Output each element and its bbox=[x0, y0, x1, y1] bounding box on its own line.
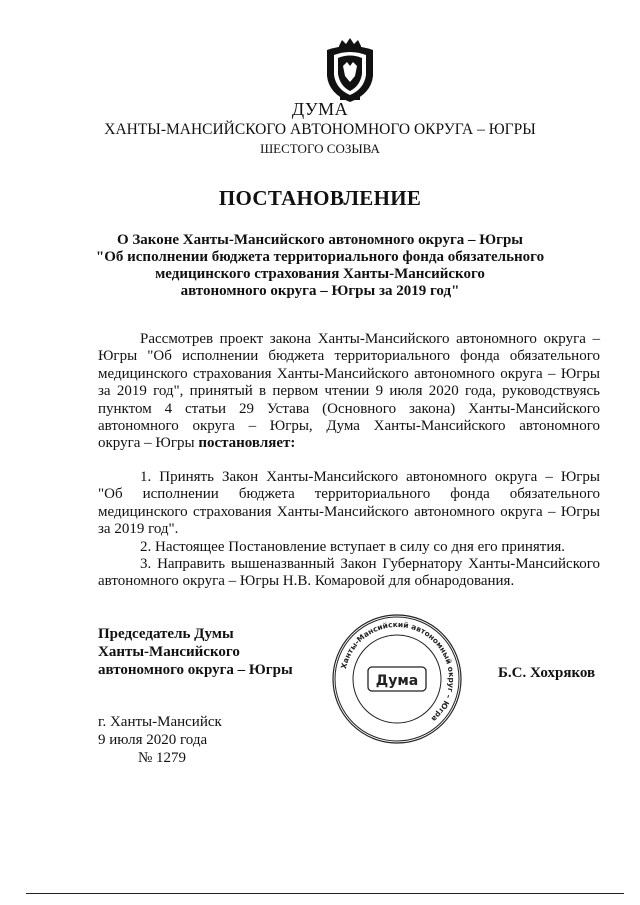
preamble-last-line bbox=[98, 435, 600, 452]
place-and-date bbox=[98, 713, 222, 767]
item-line: за 2019 год". bbox=[98, 521, 179, 538]
subject-line: О Законе Ханты-Мансийского автономного округа – Югры bbox=[116, 232, 524, 248]
preamble-line: за 2019 год", принятый в первом чтении 9 июля 2020 года, руководствуясь bbox=[98, 383, 600, 400]
resolution-items bbox=[98, 469, 600, 591]
preamble-line: округа – Югры bbox=[98, 435, 199, 452]
item-line: автономного округа – Югры Н.В. Комаровой для обнародования. bbox=[98, 573, 515, 590]
item-line: медицинского страхования Ханты-Мансийского автономного округа – Югры bbox=[98, 503, 600, 520]
item-line: 1. Принять Закон Ханты-Мансийского автономного округа – Югры bbox=[140, 469, 600, 485]
subject-line: "Об исполнении бюджета территориального фонда обязательного bbox=[95, 249, 545, 265]
signatory-position bbox=[98, 625, 293, 679]
document-number: № 1279 bbox=[138, 750, 187, 766]
resolves-keyword: постановляет: bbox=[198, 435, 296, 452]
preamble-line: Югры "Об исполнении бюджета территориального фонда обязательного bbox=[98, 348, 600, 365]
subject-line: медицинского страхования Ханты-Мансийского bbox=[155, 266, 485, 282]
item-line: 3. Направить вышеназванный Закон Губернатору Ханты-Мансийского bbox=[140, 555, 600, 572]
position-line: Ханты-Мансийского bbox=[98, 644, 240, 660]
official-seal-stamp bbox=[330, 612, 464, 746]
date: 9 июля 2020 года bbox=[98, 732, 208, 748]
preamble-line: медицинского страхования Ханты-Мансийского автономного округа – Югры bbox=[98, 365, 600, 382]
seal-center-text: Дума bbox=[375, 673, 419, 689]
document-title: ПОСТАНОВЛЕНИЕ bbox=[218, 186, 422, 210]
signatory-name: Б.С. Хохряков bbox=[498, 665, 596, 681]
city: г. Ханты-Мансийск bbox=[98, 714, 222, 730]
preamble-line: пунктом 4 статьи 29 Устава (Основного закона) Ханты-Мансийского bbox=[98, 400, 600, 417]
subject-line: автономного округа – Югры за 2019 год" bbox=[180, 283, 460, 299]
header-title: ДУМА bbox=[291, 99, 349, 119]
item-line: 2. Настоящее Постановление вступает в силу со дня его принятия. bbox=[140, 538, 566, 555]
header-subtitle: ХАНТЫ-МАНСИЙСКОГО АВТОНОМНОГО ОКРУГА – ЮГРЫ bbox=[104, 121, 536, 138]
seal-ring-text: Ханты-Мансийский автономный округ – Югра bbox=[339, 619, 457, 724]
coat-of-arms-icon bbox=[321, 36, 379, 104]
item-line: "Об исполнении бюджета территориального фонда обязательного bbox=[98, 486, 600, 503]
header-convocation: ШЕСТОГО СОЗЫВА bbox=[260, 141, 380, 156]
bottom-divider bbox=[26, 893, 624, 894]
preamble-line: автономного округа – Югры, Дума Ханты-Мансийского автономного bbox=[98, 417, 600, 434]
position-line: автономного округа – Югры bbox=[98, 662, 293, 678]
position-line: Председатель Думы bbox=[98, 626, 234, 642]
preamble-line: Рассмотрев проект закона Ханты-Мансийского автономного округа – bbox=[140, 331, 600, 347]
preamble-paragraph bbox=[98, 331, 600, 453]
document-subject bbox=[0, 232, 640, 300]
